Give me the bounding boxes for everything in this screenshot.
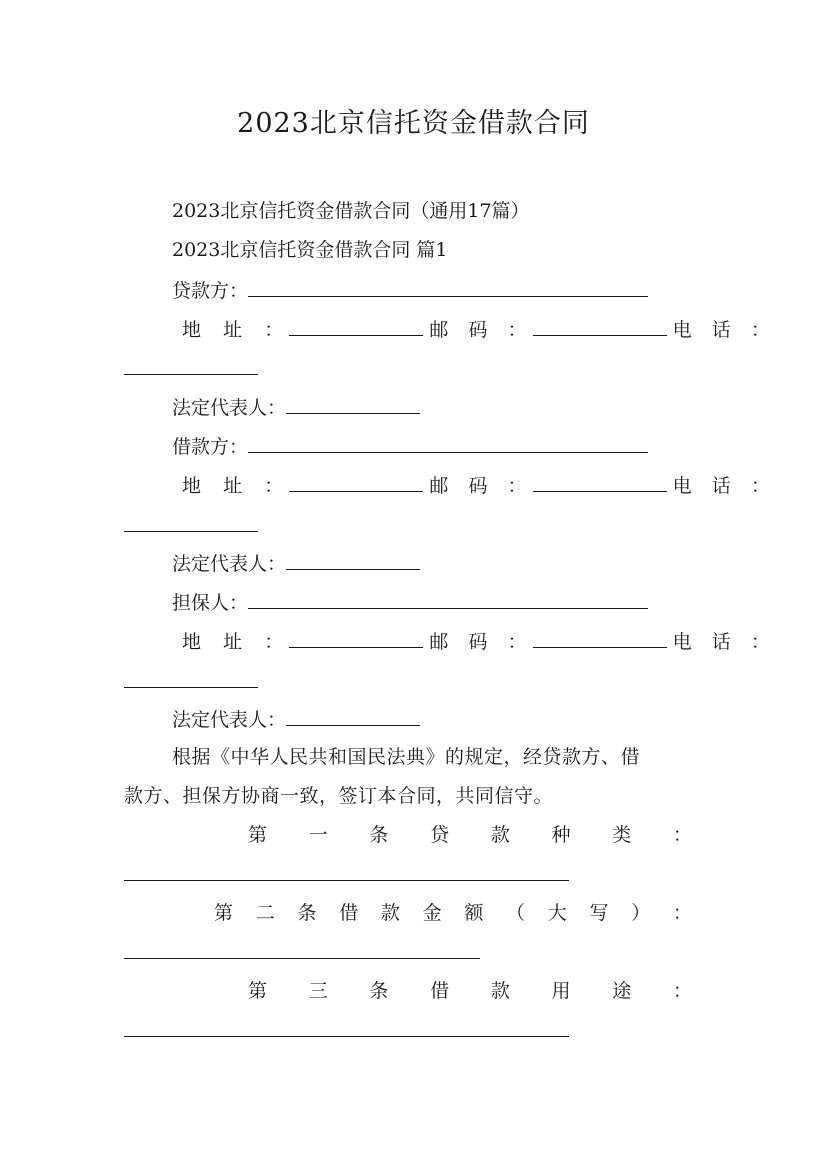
article-char: 借	[430, 980, 450, 1002]
article-char: （	[506, 902, 526, 924]
article-char: 贷	[430, 824, 450, 846]
legal-rep-label: 法定代表人：	[172, 709, 287, 731]
lender-legal-rep-blank[interactable]	[286, 393, 420, 414]
lender-postcode-blank[interactable]	[533, 315, 667, 336]
lender-label: 贷款方：	[172, 280, 249, 302]
preamble-line-2: 款方、担保方协商一致，签订本合同，共同信守。	[124, 785, 554, 807]
addr-char: ：	[750, 319, 770, 341]
addr-char: 话	[711, 319, 731, 341]
article-char: 金	[422, 902, 442, 924]
article-char: 种	[551, 824, 571, 846]
legal-rep-label: 法定代表人：	[172, 397, 287, 419]
addr-char: 码	[468, 475, 488, 497]
article-3-heading	[248, 978, 692, 1004]
addr-char: 话	[711, 475, 731, 497]
article-char: 条	[369, 980, 389, 1002]
addr-char: 码	[468, 319, 488, 341]
addr-char: 电	[672, 631, 692, 653]
borrower-row	[124, 432, 752, 460]
article-char: 款	[490, 980, 510, 1002]
borrower-legal-rep-row	[124, 549, 752, 577]
article-char: 三	[308, 980, 328, 1002]
lender-address-blank[interactable]	[289, 315, 423, 336]
guarantor-row	[124, 588, 752, 616]
borrower-legal-rep-blank[interactable]	[286, 549, 420, 570]
addr-char: ：	[264, 319, 284, 341]
lender-phone-blank[interactable]	[124, 373, 258, 375]
legal-rep-label: 法定代表人：	[172, 553, 287, 575]
lender-legal-rep-row	[124, 393, 752, 421]
addr-char: 邮	[429, 319, 449, 341]
article-2-heading	[214, 900, 692, 926]
borrower-blank[interactable]	[248, 432, 648, 453]
guarantor-legal-rep-blank[interactable]	[286, 705, 420, 726]
article-char: 二	[255, 902, 275, 924]
addr-char: 邮	[429, 631, 449, 653]
lender-address-row	[182, 315, 770, 343]
guarantor-address-blank[interactable]	[289, 627, 423, 648]
addr-char: 地	[182, 631, 202, 653]
lender-blank[interactable]	[248, 276, 648, 297]
article-char: 条	[369, 824, 389, 846]
guarantor-address-row	[182, 627, 770, 655]
guarantor-legal-rep-row	[124, 705, 752, 733]
addr-char: 电	[672, 319, 692, 341]
borrower-address-row	[182, 471, 770, 499]
article-char: 写	[589, 902, 609, 924]
addr-char: 址	[223, 319, 243, 341]
addr-char: 址	[223, 475, 243, 497]
article-char: 途	[612, 980, 632, 1002]
article-2-blank[interactable]	[124, 957, 480, 959]
article-char: 第	[248, 980, 268, 1002]
addr-char: 地	[182, 475, 202, 497]
borrower-postcode-blank[interactable]	[533, 471, 667, 492]
article-char: 额	[464, 902, 484, 924]
addr-char: 电	[672, 475, 692, 497]
addr-char: ：	[264, 631, 284, 653]
article-char: 类	[612, 824, 632, 846]
lender-row	[124, 276, 752, 304]
addr-char: ：	[264, 475, 284, 497]
borrower-address-blank[interactable]	[289, 471, 423, 492]
guarantor-label: 担保人：	[172, 592, 249, 614]
section-heading: 2023北京信托资金借款合同 篇1	[172, 239, 448, 261]
article-1-blank[interactable]	[124, 879, 569, 881]
article-char: 款	[490, 824, 510, 846]
article-char: 大	[547, 902, 567, 924]
addr-char: ：	[507, 631, 527, 653]
borrower-phone-blank[interactable]	[124, 530, 258, 532]
document-subtitle: 2023北京信托资金借款合同（通用17篇）	[172, 200, 530, 222]
article-3-blank[interactable]	[124, 1035, 569, 1037]
preamble-line-1: 根据《中华人民共和国民法典》的规定，经贷款方、借	[172, 746, 641, 768]
addr-char: 邮	[429, 475, 449, 497]
article-1-heading	[248, 822, 692, 848]
addr-char: ：	[750, 475, 770, 497]
addr-char: 码	[468, 631, 488, 653]
article-char: ：	[672, 980, 692, 1002]
guarantor-blank[interactable]	[248, 588, 648, 609]
article-char: 第	[248, 824, 268, 846]
document-title: 2023北京信托资金借款合同	[237, 108, 590, 139]
guarantor-postcode-blank[interactable]	[533, 627, 667, 648]
addr-char: 话	[711, 631, 731, 653]
article-char: 款	[380, 902, 400, 924]
addr-char: ：	[507, 475, 527, 497]
addr-char: 址	[223, 631, 243, 653]
guarantor-phone-blank[interactable]	[124, 686, 258, 688]
addr-char: ：	[507, 319, 527, 341]
article-char: 第	[214, 902, 234, 924]
article-char: ）	[631, 902, 651, 924]
article-char: 条	[297, 902, 317, 924]
addr-char: 地	[182, 319, 202, 341]
article-char: 一	[308, 824, 328, 846]
borrower-label: 借款方：	[172, 436, 249, 458]
article-char: 用	[551, 980, 571, 1002]
addr-char: ：	[750, 631, 770, 653]
article-char: ：	[672, 902, 692, 924]
article-char: 借	[339, 902, 359, 924]
article-char: ：	[672, 824, 692, 846]
